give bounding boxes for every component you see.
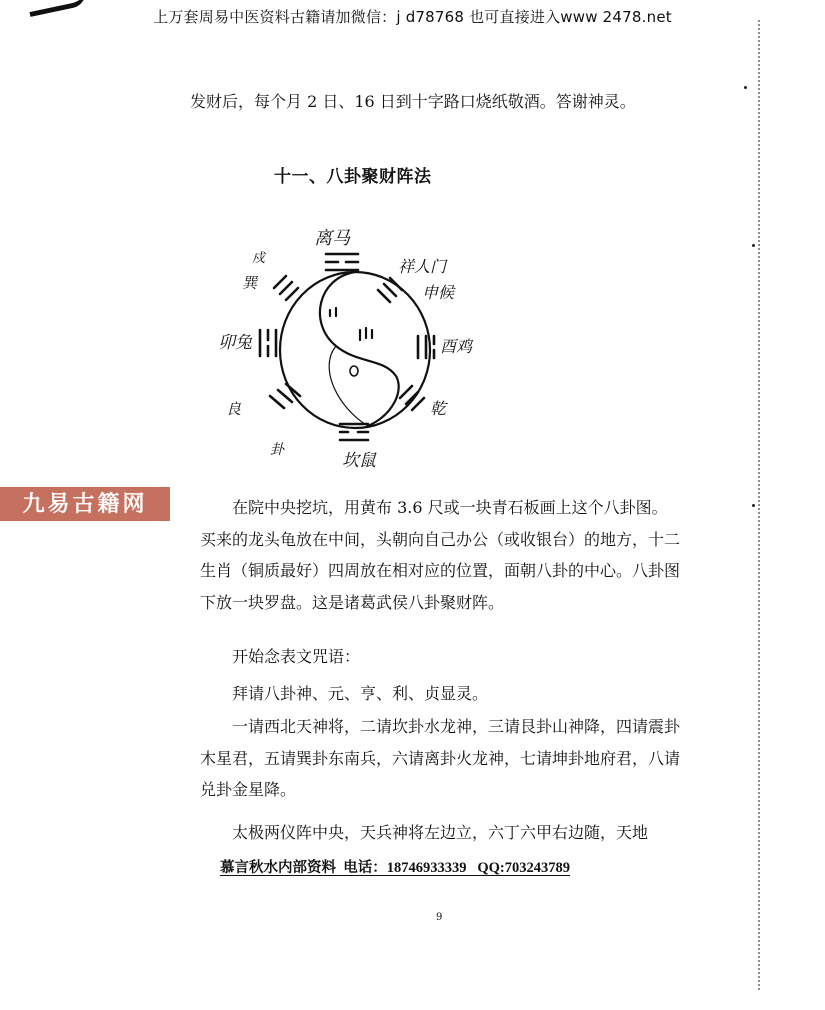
label-right: 酉鸡 (440, 337, 473, 356)
intro-line: 发财后，每个月 2 日、16 日到十字路口烧纸敬酒。答谢神灵。 (190, 92, 636, 111)
label-lower-right: 乾 (430, 399, 447, 418)
site-watermark: 九易古籍网 (0, 487, 170, 521)
label-lower-left-2: 卦 (270, 442, 284, 458)
label-bottom: 坎鼠 (342, 451, 376, 471)
paragraph-3: 拜请八卦神、元、亨、利、贞显灵。 (232, 684, 489, 703)
label-top: 离马 (314, 228, 350, 249)
scan-edge (758, 20, 762, 990)
label-upper-left-2: 戍 (252, 251, 266, 266)
footer-contact: 慕言秋水内部资料 电话：18746933339 QQ:703243789 (220, 860, 571, 876)
label-upper-right-2: 申候 (422, 283, 455, 302)
page-number: 9 (436, 912, 443, 923)
label-upper-left: 巽 (242, 274, 258, 292)
taiji-s-curve (320, 272, 399, 426)
label-lower-left: 良 (226, 400, 242, 418)
taiji-circle (280, 272, 430, 428)
scan-speck (752, 504, 755, 507)
paragraph-4: 一请西北天神将，二请坎卦水龙神，三请艮卦山神降，四请震卦木星君，五请巽卦东南兵，六请离卦火龙神，七请坤卦地府君，八请兑卦金星降。 (200, 717, 681, 799)
scan-speck (752, 244, 755, 247)
header-banner: 上万套周易中医资料古籍请加微信：j d78768 也可直接进入www 2478.net (153, 8, 672, 26)
label-left: 卯兔 (218, 333, 252, 353)
paragraph-5: 太极两仪阵中央，天兵神将左边立，六丁六甲右边随，天地 (232, 823, 649, 842)
scan-speck (744, 86, 747, 89)
label-upper-right: 祥人门 (398, 257, 447, 276)
paragraph-2: 开始念表文咒语： (232, 647, 361, 666)
paragraph-1: 在院中央挖坑，用黄布 3.6 尺或一块青石板画上这个八卦图。买来的龙头龟放在中间，头朝向自己办公（或收银台）的地方，十二生肖（铜质最好）四周放在相对应的位置，面朝八卦的中心。八卦图下放一块罗盘。这是诸葛武侯八卦聚财阵。 (200, 498, 681, 612)
bagua-diagram (208, 218, 498, 480)
section-title: 十一、八卦聚财阵法 (274, 167, 432, 187)
